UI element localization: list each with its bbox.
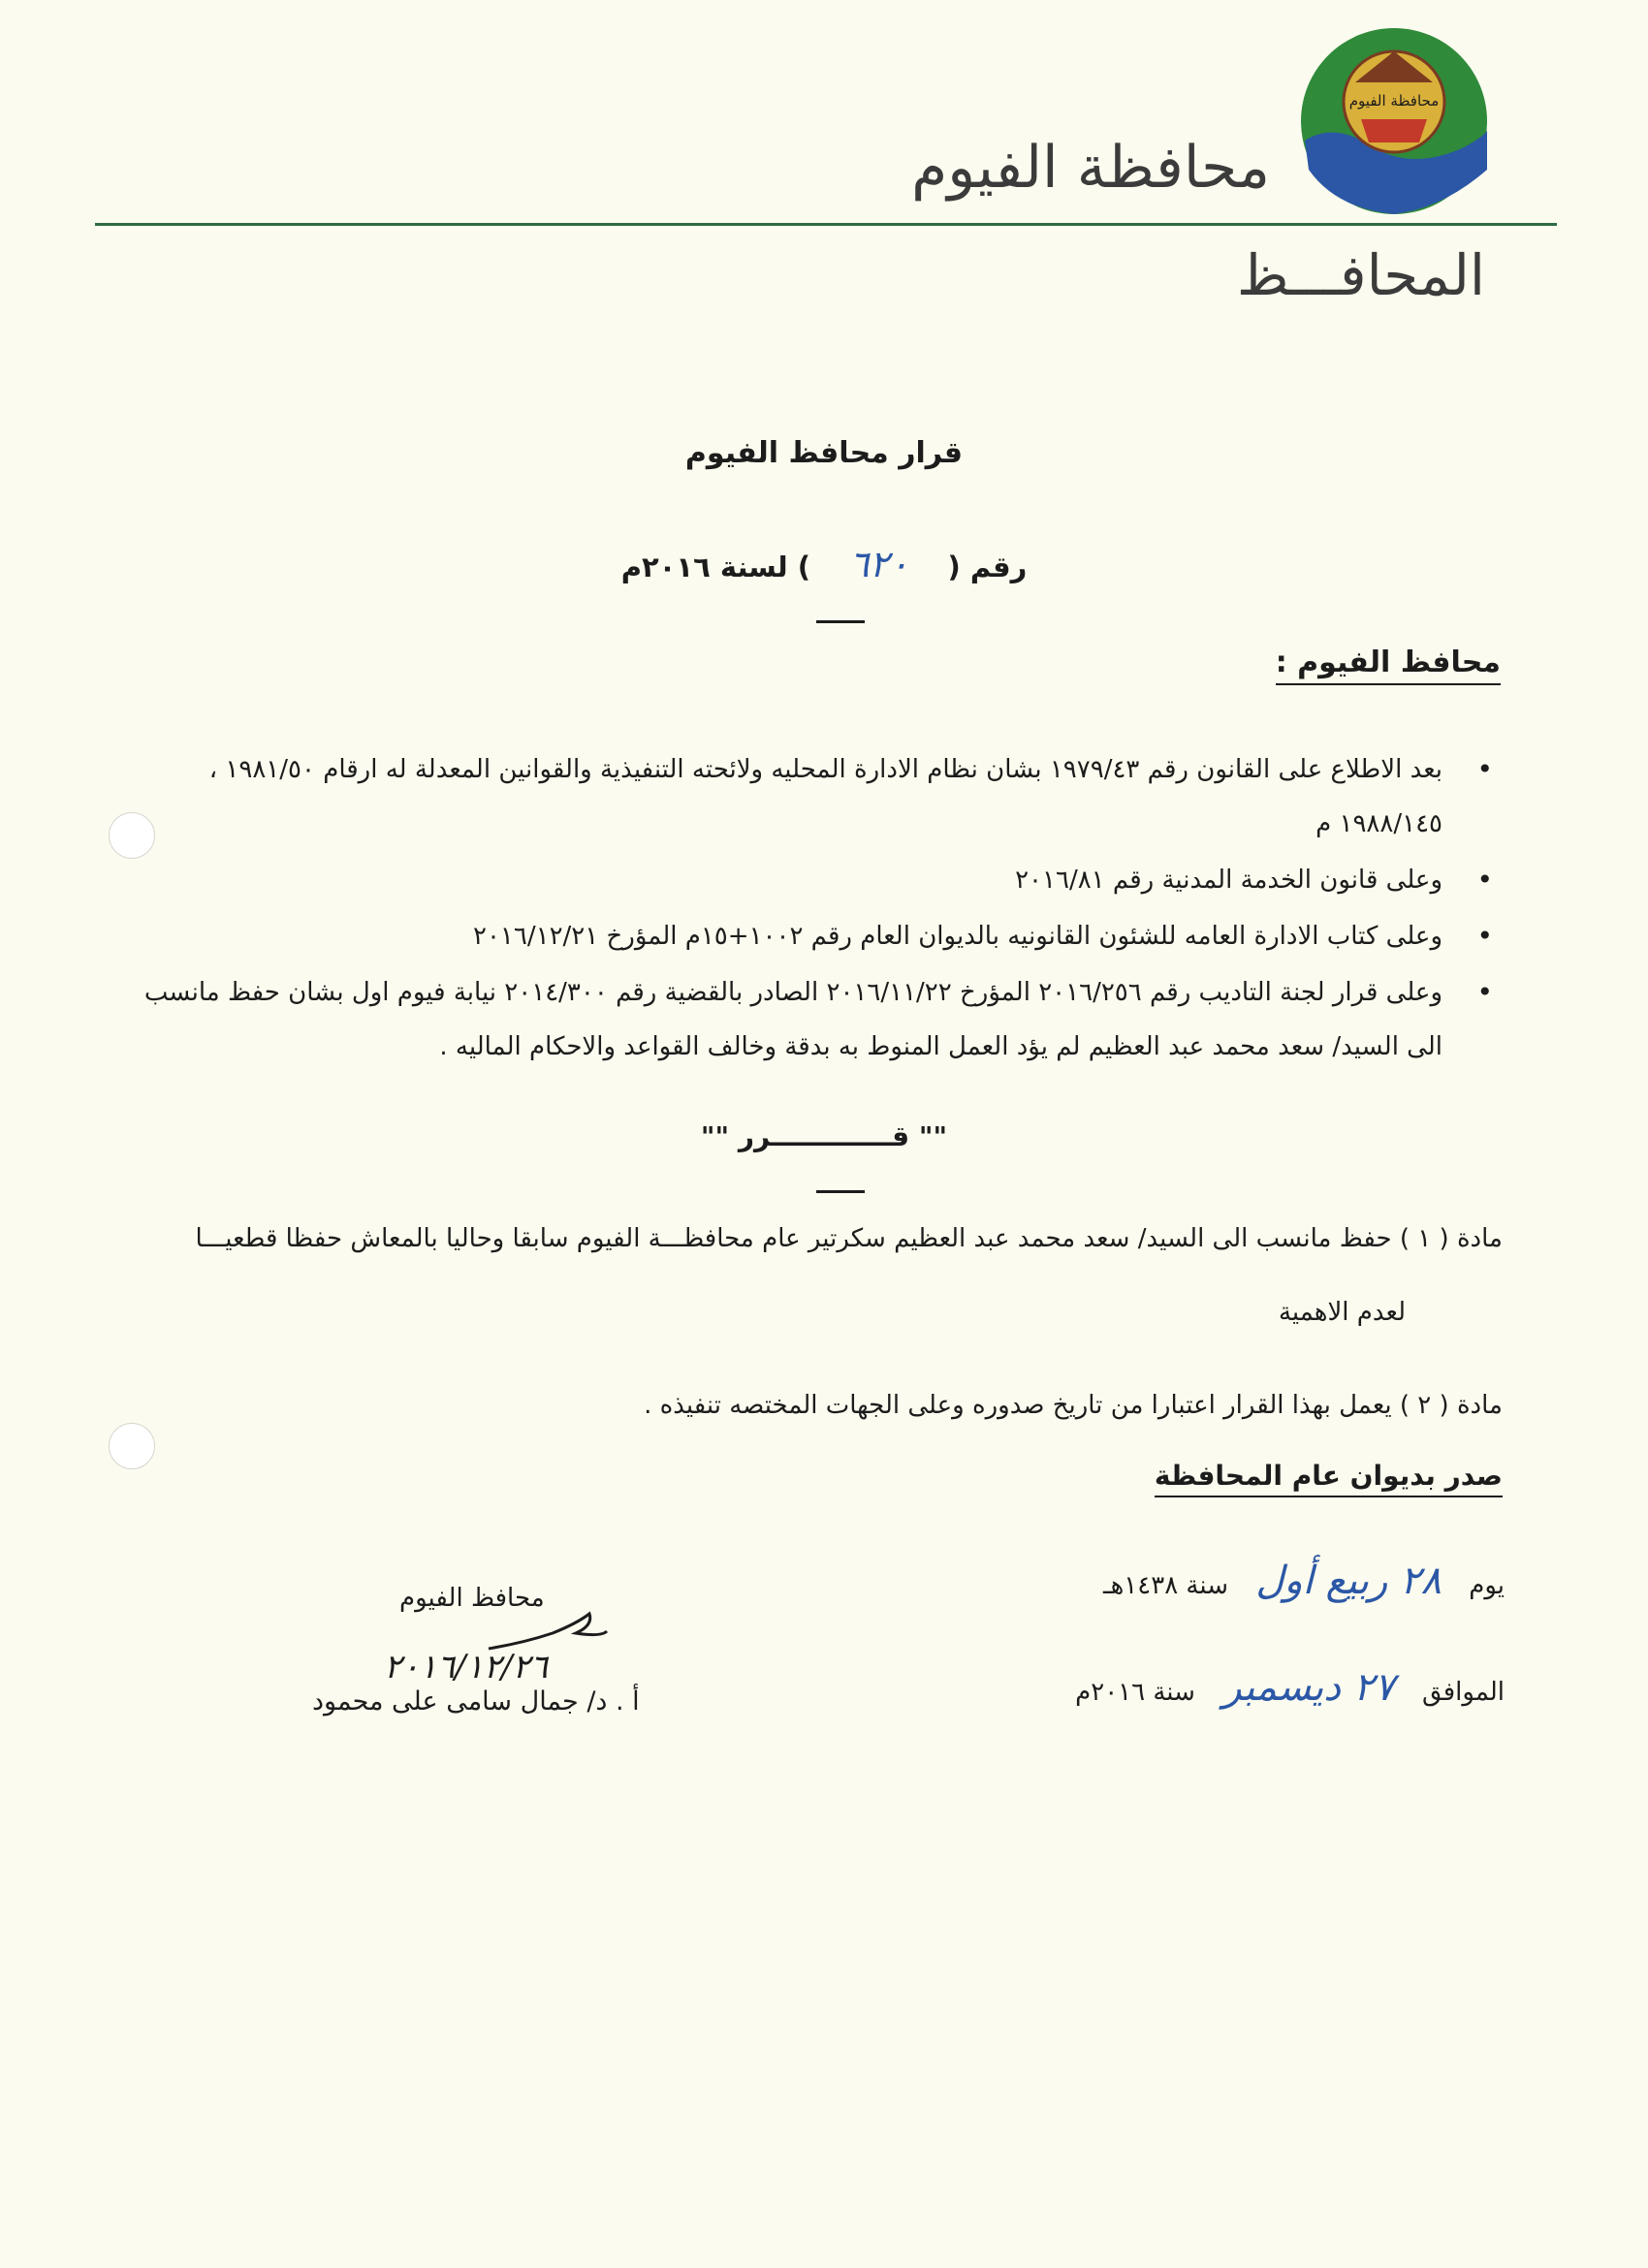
hijri-year: سنة ١٤٣٨هـ — [1102, 1571, 1228, 1600]
header-rule — [95, 223, 1557, 226]
signatory-name: أ . د/ جمال سامى على محمود — [312, 1686, 640, 1717]
governor-office-title: المحافـــظ — [1236, 242, 1485, 308]
signature-date-handwritten: ٢٠١٦/١٢/٢٦ — [384, 1648, 549, 1686]
gregorian-date-handwritten: ٢٧ ديسمبر — [1222, 1665, 1395, 1710]
article-1-text: مادة ( ١ ) حفظ مانسب الى السيد/ سعد محمد عبد العظيم سكرتير عام محافظـــة الفيوم سابقا وحاليا بالمعاش حفظا قطعيـــا — [195, 1224, 1503, 1253]
preamble-item: • بعد الاطلاع على القانون رقم ١٩٧٩/٤٣ بشان نظام الادارة المحليه ولائحته التنفيذية والقوانين المعدلة له ارقام ١٩٨١/٥٠ ، ١٩٨٨/١٤٥ م — [124, 742, 1501, 851]
article-1 — [87, 1212, 1503, 1339]
governorate-seal-logo — [1297, 24, 1491, 218]
issued-at: صدر بديوان عام المحافظة — [1155, 1460, 1503, 1497]
article-2 — [87, 1378, 1503, 1433]
decides-divider — [816, 1190, 865, 1193]
signatory-title: محافظ الفيوم — [399, 1584, 545, 1613]
preamble-heading: محافظ الفيوم : — [1276, 646, 1501, 685]
gregorian-label: الموافق — [1422, 1678, 1505, 1707]
punch-hole — [109, 812, 155, 859]
article-1-continuation: لعدم الاهمية — [1278, 1298, 1406, 1327]
number-prefix: رقم ( — [947, 551, 1028, 583]
hijri-label: يوم — [1469, 1571, 1505, 1600]
number-suffix: ) لسنة ٢٠١٦م — [620, 551, 811, 583]
gregorian-year: سنة ٢٠١٦م — [1075, 1678, 1195, 1707]
hijri-date-row — [1103, 1559, 1505, 1603]
seal-text: محافظة الفيوم — [1348, 92, 1440, 110]
gregorian-date-row — [1075, 1665, 1505, 1710]
hijri-date-handwritten: ٢٨ ربيع أول — [1255, 1559, 1442, 1603]
title-divider — [816, 620, 865, 623]
preamble-item: • وعلى قانون الخدمة المدنية رقم ٢٠١٦/٨١ — [124, 853, 1501, 907]
decides-heading: "" قـــــــــــــرر "" — [700, 1120, 948, 1152]
preamble-item: • وعلى كتاب الادارة العامه للشئون القانونيه بالديوان العام رقم ١٠٠٢+١٥م المؤرخ ٢٠١٦/١٢/٢١ — [124, 909, 1501, 963]
preamble-item: • وعلى قرار لجنة التاديب رقم ٢٠١٦/٢٥٦ المؤرخ ٢٠١٦/١١/٢٢ الصادر بالقضية رقم ٢٠١٤/٣٠٠ نيابة فيوم اول بشان حفظ مانسب الى السيد/ سعد محمد عبد العظيم لم يؤد العمل المنوط به بدقة وخالف القواعد والاحكام الماليه . — [124, 965, 1501, 1074]
punch-hole — [109, 1423, 155, 1469]
decree-number-handwritten: ٦٢٠ — [849, 543, 909, 585]
decree-number-line — [0, 543, 1648, 585]
decree-title: قرار محافظ الفيوم — [684, 436, 964, 470]
article-2-text: مادة ( ٢ ) يعمل بهذا القرار اعتبارا من تاريخ صدوره وعلى الجهات المختصه تنفيذه . — [644, 1391, 1503, 1420]
governorate-name: محافظة الفيوم — [911, 134, 1270, 202]
preamble-list — [124, 742, 1501, 1076]
